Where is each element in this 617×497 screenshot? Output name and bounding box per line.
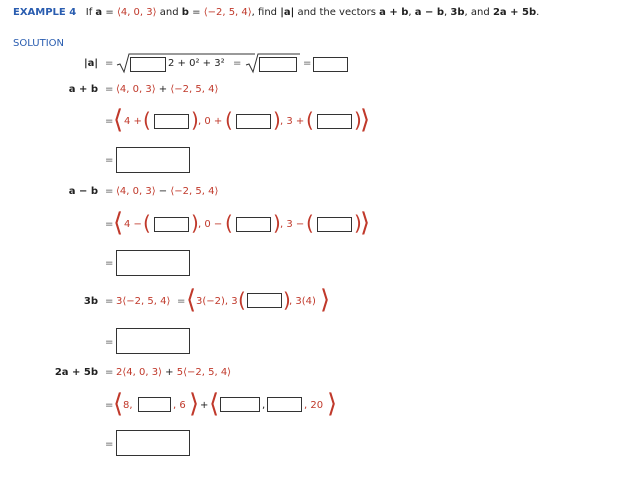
find-text: find [258, 7, 278, 18]
diff-comp-3: , 3 − [280, 219, 305, 230]
equals-sign: = [105, 116, 114, 127]
left-angle-icon: ⟨ [113, 389, 124, 419]
sum-input-3[interactable] [317, 114, 352, 129]
norm-input-2[interactable] [259, 57, 297, 72]
diff-expression [116, 186, 218, 197]
equals-sign: = [105, 296, 114, 307]
target-diff: a − b [414, 7, 445, 18]
open-paren-icon: ( [225, 211, 233, 235]
eq-text: = [105, 7, 114, 18]
plus-sign: + [165, 367, 174, 378]
combo-comp-4: , 20 [304, 400, 324, 411]
diff-input-1[interactable] [154, 217, 189, 232]
comma-text: , [251, 7, 255, 18]
combo-comp-2: , 6 [173, 400, 186, 411]
right-angle-icon: ⟩ [189, 389, 200, 419]
vector-a-value: ⟨4, 0, 3⟩ [116, 7, 157, 18]
equals-sign: = [105, 337, 114, 348]
diff-label: a − b [68, 186, 98, 197]
open-paren-icon: ( [143, 108, 151, 132]
combo-label: 2a + 5b [54, 367, 98, 378]
diff-input-2[interactable] [236, 217, 271, 232]
example-label: EXAMPLE 4 [13, 7, 77, 18]
equals-sign: = [177, 296, 186, 307]
comma-text: , [444, 7, 448, 18]
diff-comp-2: , 0 − [198, 219, 223, 230]
norm-label: |a| [83, 58, 98, 69]
open-paren-icon: ( [143, 211, 151, 235]
close-paren-icon: ) [273, 211, 281, 235]
target-scale: 3b [450, 7, 465, 18]
combo-comp-1: 8, [123, 400, 133, 411]
right-angle-icon: ⟩ [360, 208, 371, 238]
sum-comp-1: 4 + [124, 116, 142, 127]
sum-label: a + b [68, 84, 98, 95]
plus-sign: + [158, 84, 168, 95]
norm-input-1[interactable] [130, 57, 166, 72]
equals-sign: = [105, 439, 114, 450]
norm-result[interactable] [313, 57, 348, 72]
plus-sign: + [200, 400, 209, 411]
open-paren-icon: ( [306, 211, 314, 235]
equals-sign: = [105, 58, 114, 69]
right-angle-icon: ⟩ [360, 105, 371, 135]
target-sum: a + b [379, 7, 409, 18]
combo-input-3[interactable] [267, 397, 302, 412]
sum-result[interactable] [116, 147, 190, 173]
combo-comp-3: , [262, 400, 266, 411]
equals-sign: = [105, 155, 114, 166]
left-angle-icon: ⟨ [186, 285, 197, 315]
scale-comp-3: , 3(4) [289, 296, 316, 307]
solution-heading: SOLUTION [13, 38, 65, 49]
sum-expr-b: ⟨−2, 5, 4⟩ [170, 84, 219, 95]
diff-expr-a: ⟨4, 0, 3⟩ [116, 186, 156, 197]
sum-expression [116, 84, 218, 95]
equals-sign: = [105, 84, 114, 95]
vector-b-value: ⟨−2, 5, 4⟩ [203, 7, 252, 18]
combo-expr-b: 5⟨−2, 5, 4⟩ [176, 367, 232, 378]
combo-expr-a: 2⟨4, 0, 3⟩ [116, 367, 162, 378]
combo-result[interactable] [116, 430, 190, 456]
equals-sign: = [105, 219, 114, 230]
equals-sign: = [303, 58, 312, 69]
sum-expr-a: ⟨4, 0, 3⟩ [116, 84, 156, 95]
eq-text: = [192, 7, 201, 18]
problem-statement [13, 7, 539, 18]
equals-sign: = [233, 58, 242, 69]
comma-text: , [408, 7, 412, 18]
vector-a: a [95, 7, 103, 18]
diff-comp-1: 4 − [124, 219, 142, 230]
equals-sign: = [105, 258, 114, 269]
combo-expression [116, 367, 231, 378]
combo-input-2[interactable] [220, 397, 260, 412]
left-angle-icon: ⟨ [209, 389, 220, 419]
if-text: If [85, 7, 93, 18]
sum-input-1[interactable] [154, 114, 189, 129]
right-angle-icon: ⟩ [320, 285, 331, 315]
close-paren-icon: ) [191, 211, 199, 235]
left-angle-icon: ⟨ [113, 208, 124, 238]
diff-expr-b: ⟨−2, 5, 4⟩ [170, 186, 219, 197]
diff-result[interactable] [116, 250, 190, 276]
magnitude-a: |a| [280, 7, 295, 18]
open-paren-icon: ( [306, 108, 314, 132]
and-text: and [470, 7, 490, 18]
target-combo: 2a + 5b [492, 7, 537, 18]
diff-input-3[interactable] [317, 217, 352, 232]
close-paren-icon: ) [283, 288, 291, 312]
close-paren-icon: ) [354, 211, 362, 235]
norm-sq-tail: 2 + 0² + 3² [168, 58, 225, 69]
close-paren-icon: ) [273, 108, 281, 132]
scale-input-1[interactable] [247, 293, 282, 308]
close-paren-icon: ) [354, 108, 362, 132]
sum-comp-2: , 0 + [198, 116, 223, 127]
equals-sign: = [105, 367, 114, 378]
rest-text: and the vectors [297, 7, 376, 18]
equals-sign: = [105, 186, 114, 197]
scale-comp-1: 3(−2), 3 [196, 296, 238, 307]
open-paren-icon: ( [225, 108, 233, 132]
left-angle-icon: ⟨ [113, 105, 124, 135]
scale-label: 3b [83, 296, 98, 307]
right-angle-icon: ⟩ [327, 389, 338, 419]
sum-comp-3: , 3 + [280, 116, 305, 127]
scale-expr: 3⟨−2, 5, 4⟩ [116, 296, 171, 307]
scale-result[interactable] [116, 328, 190, 354]
open-paren-icon: ( [238, 288, 246, 312]
period-text: . [536, 7, 540, 18]
combo-input-1[interactable] [138, 397, 171, 412]
vector-b: b [181, 7, 189, 18]
equals-sign: = [105, 400, 114, 411]
sum-input-2[interactable] [236, 114, 271, 129]
and-text: and [159, 7, 179, 18]
minus-sign: − [158, 186, 168, 197]
comma-text: , [464, 7, 468, 18]
close-paren-icon: ) [191, 108, 199, 132]
